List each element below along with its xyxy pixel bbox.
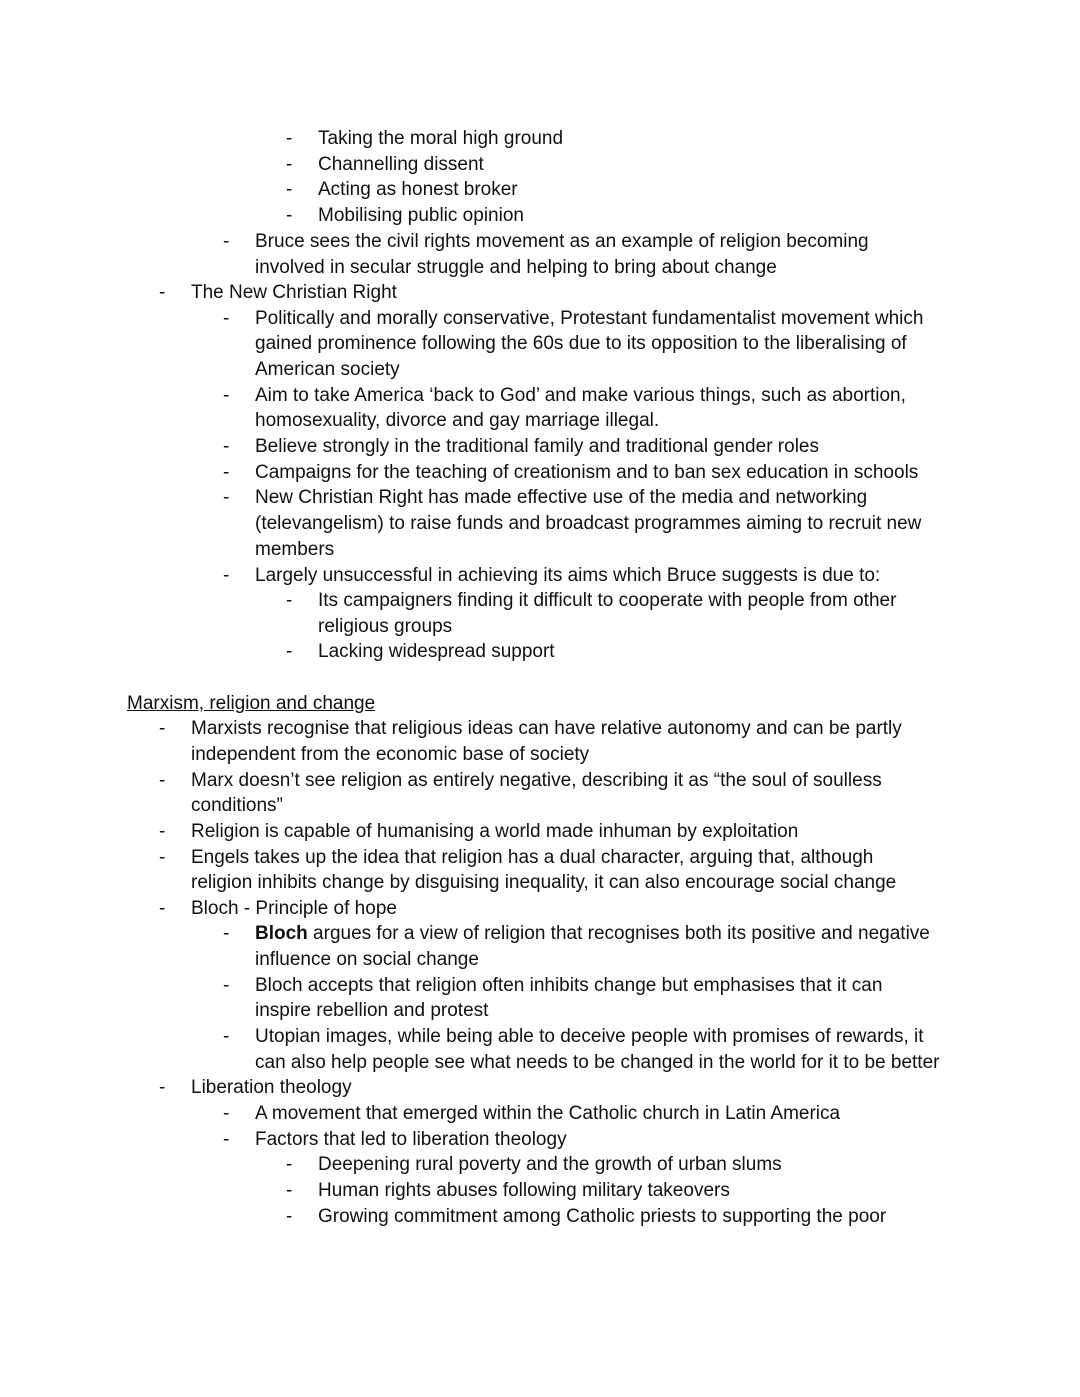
bullet-dash: - — [223, 462, 230, 483]
list-item-title: The New Christian Right — [191, 282, 397, 303]
list-item-continuation: influence on social change — [255, 949, 479, 970]
list-item: Channelling dissent — [318, 154, 484, 175]
list-item: Bloch accepts that religion often inhibits change but emphasises that it can — [255, 975, 883, 996]
list-item: Its campaigners finding it difficult to cooperate with people from other — [318, 590, 897, 611]
list-item-title: Liberation theology — [191, 1077, 352, 1098]
section-heading: Marxism, religion and change — [127, 693, 376, 714]
bullet-dash: - — [159, 898, 166, 919]
bullet-dash: - — [286, 1154, 293, 1175]
bullet-dash: - — [159, 1077, 166, 1098]
bullet-dash: - — [223, 1129, 230, 1150]
list-item: Bruce sees the civil rights movement as an example of religion becoming — [255, 231, 869, 252]
bullet-dash: - — [286, 641, 293, 662]
list-item-continuation: inspire rebellion and protest — [255, 1000, 489, 1021]
bullet-dash: - — [223, 923, 230, 944]
bullet-dash: - — [286, 179, 293, 200]
list-item-text: argues for a view of religion that recognises both its positive and negative — [307, 923, 930, 944]
list-item: Deepening rural poverty and the growth of urban slums — [318, 1154, 782, 1175]
list-item-continuation: members — [255, 539, 335, 560]
list-item: Lacking widespread support — [318, 641, 555, 662]
bullet-dash: - — [223, 308, 230, 329]
list-item: Engels takes up the idea that religion has a dual character, arguing that, although — [191, 847, 874, 868]
list-item: Politically and morally conservative, Protestant fundamentalist movement which — [255, 308, 924, 329]
list-item-continuation: independent from the economic base of society — [191, 744, 590, 765]
list-item-continuation: can also help people see what needs to be changed in the world for it to be better — [255, 1052, 940, 1073]
bullet-dash: - — [159, 821, 166, 842]
bullet-dash: - — [286, 128, 293, 149]
bullet-dash: - — [223, 231, 230, 252]
bullet-dash: - — [223, 487, 230, 508]
list-item-continuation: homosexuality, divorce and gay marriage illegal. — [255, 410, 660, 431]
list-item: Taking the moral high ground — [318, 128, 564, 149]
list-item: New Christian Right has made effective use of the media and networking — [255, 487, 868, 508]
bullet-dash: - — [223, 1026, 230, 1047]
list-item: Factors that led to liberation theology — [255, 1129, 567, 1150]
bullet-dash: - — [159, 282, 166, 303]
list-item-continuation: gained prominence following the 60s due to its opposition to the liberalising of — [255, 333, 907, 354]
list-item: Largely unsuccessful in achieving its aims which Bruce suggests is due to: — [255, 565, 881, 586]
list-item: Growing commitment among Catholic priests to supporting the poor — [318, 1206, 887, 1227]
list-item: Mobilising public opinion — [318, 205, 524, 226]
list-item: A movement that emerged within the Catholic church in Latin America — [255, 1103, 841, 1124]
list-item: Marx doesn’t see religion as entirely negative, describing it as “the soul of soulless — [191, 770, 882, 791]
bullet-dash: - — [223, 975, 230, 996]
list-item: Religion is capable of humanising a world made inhuman by exploitation — [191, 821, 799, 842]
bullet-dash: - — [223, 565, 230, 586]
list-item: Human rights abuses following military takeovers — [318, 1180, 730, 1201]
list-item-continuation: involved in secular struggle and helping to bring about change — [255, 257, 777, 278]
bullet-dash: - — [286, 154, 293, 175]
list-item: Believe strongly in the traditional family and traditional gender roles — [255, 436, 819, 457]
list-item-continuation: religion inhibits change by disguising inequality, it can also encourage social change — [191, 872, 897, 893]
list-item-continuation: (televangelism) to raise funds and broadcast programmes aiming to recruit new — [255, 513, 922, 534]
bullet-dash: - — [286, 1206, 293, 1227]
list-item-continuation: religious groups — [318, 616, 453, 637]
list-item-continuation: American society — [255, 359, 400, 380]
bullet-dash: - — [223, 385, 230, 406]
bullet-dash: - — [286, 1180, 293, 1201]
bold-term: Bloch — [255, 923, 308, 944]
bullet-dash: - — [286, 205, 293, 226]
bullet-dash: - — [223, 1103, 230, 1124]
list-item: Utopian images, while being able to deceive people with promises of rewards, it — [255, 1026, 924, 1047]
bullet-dash: - — [223, 436, 230, 457]
list-item-title: Bloch - Principle of hope — [191, 898, 397, 919]
list-item: Aim to take America ‘back to God’ and make various things, such as abortion, — [255, 385, 906, 406]
list-item — [255, 921, 930, 947]
list-item: Campaigns for the teaching of creationism and to ban sex education in schools — [255, 462, 919, 483]
bullet-dash: - — [159, 770, 166, 791]
list-item-continuation: conditions” — [191, 795, 283, 816]
bullet-dash: - — [159, 847, 166, 868]
list-item: Acting as honest broker — [318, 179, 518, 200]
bullet-dash: - — [159, 718, 166, 739]
bullet-dash: - — [286, 590, 293, 611]
list-item: Marxists recognise that religious ideas can have relative autonomy and can be partly — [191, 718, 902, 739]
